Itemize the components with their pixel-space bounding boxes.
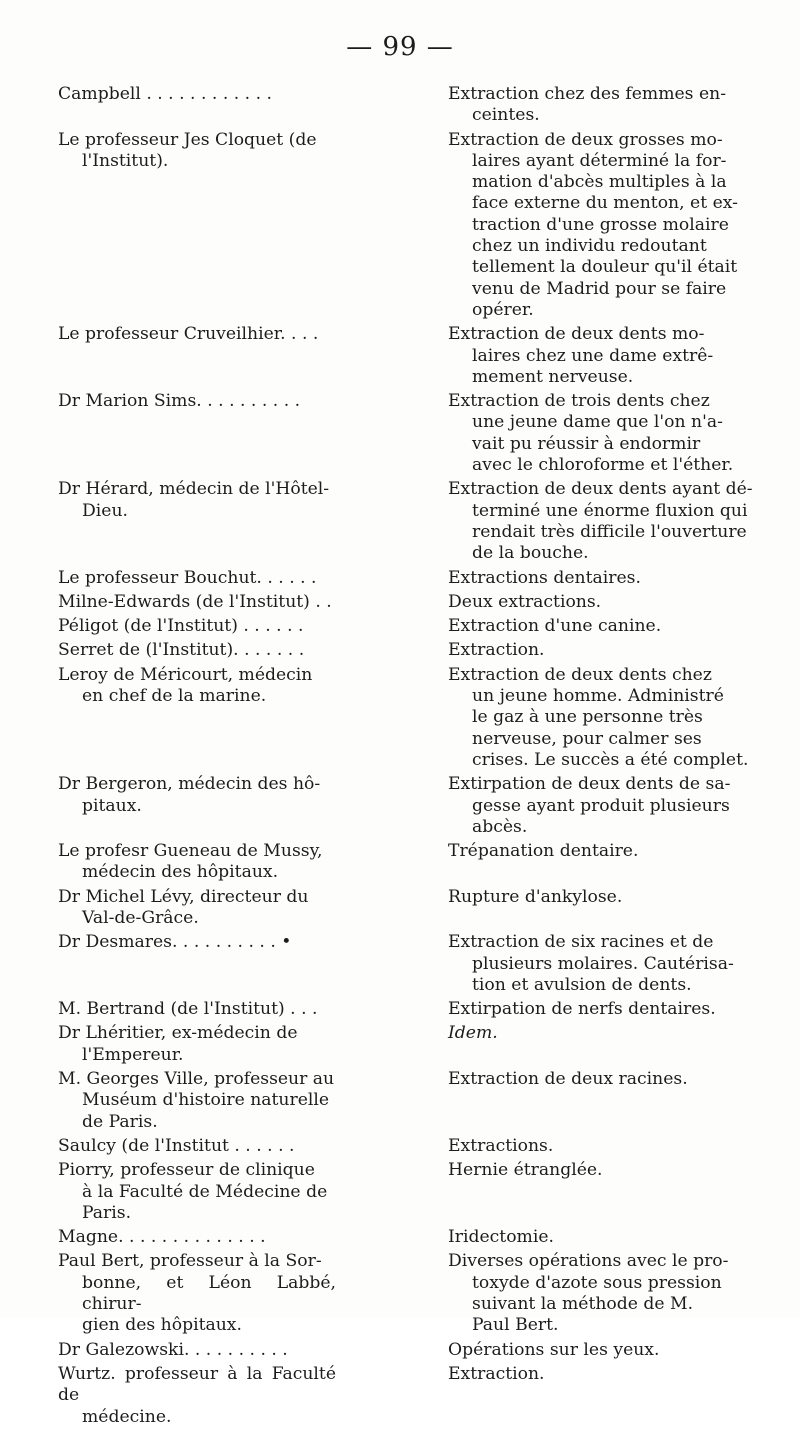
person-line: Dr Lhéritier, ex-médecin de [58, 1023, 298, 1044]
entry-person [58, 1136, 336, 1157]
description-line: Extraction de trois dents chez [448, 391, 710, 412]
entry-row [58, 1227, 758, 1248]
entry-description [448, 1227, 758, 1248]
entry-description [448, 1251, 758, 1336]
description-line: Extraction de deux grosses mo- [448, 129, 723, 150]
description-line: Iridectomie. [448, 1227, 554, 1248]
entry-person [58, 665, 336, 771]
description-line: vait pu réussir à endormir [472, 433, 701, 454]
person-line: Le profesr Gueneau de Mussy, [58, 841, 323, 862]
description-line: venu de Madrid pour se faire [472, 278, 727, 299]
entry-description [448, 1023, 758, 1066]
person-line: Val-de-Grâce. [82, 907, 199, 928]
description-line: laires ayant déterminé la for- [472, 150, 727, 171]
description-line: Extraction. [448, 1363, 545, 1384]
person-line: de Paris. [82, 1111, 158, 1132]
entry-row [58, 391, 758, 476]
description-line: face externe du menton, et ex- [472, 193, 738, 214]
description-line: suivant la méthode de M. [472, 1294, 694, 1315]
person-line: Wurtz. professeur à la Faculté de [58, 1363, 336, 1406]
person-line: pitaux. [82, 795, 142, 816]
description-line: rendait très difficile l'ouverture [472, 521, 747, 542]
description-line: terminé une énorme fluxion qui [472, 500, 748, 521]
description-line: mation d'abcès multiples à la [472, 172, 727, 193]
description-line: le gaz à une personne très [472, 707, 703, 728]
entry-description [448, 1136, 758, 1157]
entry-row [58, 1364, 758, 1428]
entry-row [58, 616, 758, 637]
person-line: Saulcy (de l'Institut . . . . . . [58, 1135, 295, 1156]
description-line: Extirpation de deux dents de sa- [448, 774, 731, 795]
entry-description [448, 640, 758, 661]
entry-person [58, 1364, 336, 1428]
description-line: Extraction de deux dents ayant dé- [448, 479, 753, 500]
entry-person [58, 1340, 336, 1361]
entry-row [58, 1136, 758, 1157]
entry-person [58, 84, 336, 127]
entry-description [448, 616, 758, 637]
entry-description [448, 999, 758, 1020]
entry-description [448, 1364, 758, 1428]
person-line: Piorry, professeur de clinique [58, 1160, 315, 1181]
description-line: une jeune dame que l'on n'a- [472, 412, 723, 433]
description-line: toxyde d'azote sous pression [472, 1272, 722, 1293]
entry-description [448, 568, 758, 589]
entry-person [58, 130, 336, 322]
person-line: Serret de (l'Institut). . . . . . . [58, 640, 305, 661]
description-line: Extraction chez des femmes en- [448, 84, 726, 104]
entry-description [448, 1069, 758, 1133]
person-line: à la Faculté de Médecine de [82, 1181, 328, 1202]
page-number: — 99 — [346, 32, 454, 62]
description-line: Rupture d'ankylose. [448, 886, 623, 907]
description-line: un jeune homme. Administré [472, 686, 724, 707]
entry-description [448, 592, 758, 613]
person-line: Dieu. [82, 500, 128, 521]
entry-description [448, 841, 758, 884]
person-line: Leroy de Méricourt, médecin [58, 664, 313, 685]
description-line: Extirpation de nerfs dentaires. [448, 999, 716, 1020]
person-line: Péligot (de l'Institut) . . . . . . [58, 616, 304, 637]
entry-person [58, 1227, 336, 1248]
description-line: avec le chloroforme et l'éther. [472, 455, 734, 476]
description-line: opérer. [472, 299, 534, 320]
entry-description [448, 774, 758, 838]
description-line: chez un individu redoutant [472, 236, 707, 257]
description-line: Deux extractions. [448, 591, 602, 612]
entry-description [448, 479, 758, 564]
entry-person [58, 999, 336, 1020]
entry-row [58, 84, 758, 127]
entry-row [58, 887, 758, 930]
person-line: médecine. [82, 1406, 172, 1427]
description-line: Extraction de deux racines. [448, 1069, 688, 1090]
description-line: crises. Le succès a été complet. [472, 749, 749, 770]
person-line: Magne. . . . . . . . . . . . . . [58, 1227, 266, 1248]
entry-person [58, 1251, 336, 1336]
person-line: gien des hôpitaux. [82, 1315, 242, 1336]
entry-person [58, 479, 336, 564]
person-line: bonne, et Léon Labbé, chirur- [82, 1272, 336, 1315]
person-line: médecin des hôpitaux. [82, 862, 279, 883]
entry-description [448, 391, 758, 476]
entry-person [58, 616, 336, 637]
description-line: Extraction de six racines et de [448, 932, 714, 953]
entry-person [58, 774, 336, 838]
entry-person [58, 1160, 336, 1224]
description-line: Opérations sur les yeux. [448, 1339, 660, 1360]
entry-row [58, 130, 758, 322]
entry-person [58, 887, 336, 930]
description-line: Extractions. [448, 1135, 554, 1156]
entry-row [58, 841, 758, 884]
entry-row [58, 568, 758, 589]
description-line: gesse ayant produit plusieurs [472, 795, 730, 816]
person-line: Paul Bert, professeur à la Sor- [58, 1251, 322, 1272]
description-line: Idem. [448, 1023, 498, 1044]
description-line: tellement la douleur qu'il était [472, 257, 738, 278]
description-line: nerveuse, pour calmer ses [472, 728, 702, 749]
person-line: Campbell . . . . . . . . . . . . [58, 84, 272, 104]
description-line: tion et avulsion de dents. [472, 974, 692, 995]
person-line: Dr Bergeron, médecin des hô- [58, 774, 321, 795]
entry-description [448, 130, 758, 322]
person-line: Dr Marion Sims. . . . . . . . . . [58, 391, 301, 412]
person-line: l'Institut). [82, 150, 169, 171]
person-line: M. Georges Ville, professeur au [58, 1069, 335, 1090]
person-line: Dr Hérard, médecin de l'Hôtel- [58, 479, 330, 500]
entry-description [448, 1160, 758, 1224]
description-line: de la bouche. [472, 543, 589, 564]
entries-list [58, 84, 758, 1431]
entry-row [58, 592, 758, 613]
entry-row [58, 1251, 758, 1336]
entry-description [448, 887, 758, 930]
entry-description [448, 932, 758, 996]
entry-person [58, 841, 336, 884]
person-line: l'Empereur. [82, 1044, 184, 1065]
entry-person [58, 592, 336, 613]
description-line: traction d'une grosse molaire [472, 214, 729, 235]
description-line: abcès. [472, 816, 528, 837]
entry-row [58, 1340, 758, 1361]
entry-row [58, 999, 758, 1020]
entry-row [58, 1069, 758, 1133]
person-line: Milne-Edwards (de l'Institut) . . [58, 591, 332, 612]
description-line: plusieurs molaires. Cautérisa- [472, 953, 734, 974]
description-line: Extractions dentaires. [448, 567, 641, 588]
entry-row [58, 932, 758, 996]
description-line: Extraction. [448, 640, 545, 661]
entry-description [448, 665, 758, 771]
entry-row [58, 774, 758, 838]
person-line: Dr Michel Lévy, directeur du [58, 886, 309, 907]
entry-person [58, 324, 336, 388]
person-line: Le professeur Cruveilhier. . . . [58, 324, 319, 345]
description-line: Trépanation dentaire. [448, 841, 639, 862]
entry-person [58, 1023, 336, 1066]
person-line: M. Bertrand (de l'Institut) . . . [58, 999, 318, 1020]
person-line: Dr Desmares. . . . . . . . . . • [58, 932, 292, 953]
person-line: en chef de la marine. [82, 686, 267, 707]
entry-row [58, 1023, 758, 1066]
entry-person [58, 1069, 336, 1133]
description-line: Extraction de deux dents mo- [448, 324, 705, 345]
entry-description [448, 84, 758, 127]
person-line: Le professeur Jes Cloquet (de [58, 129, 317, 150]
entry-row [58, 324, 758, 388]
entry-row [58, 1160, 758, 1224]
description-line: ceintes. [472, 105, 540, 126]
description-line: laires chez une dame extrê- [472, 345, 714, 366]
description-line: mement nerveuse. [472, 366, 634, 387]
description-line: Hernie étranglée. [448, 1160, 603, 1181]
person-line: Dr Galezowski. . . . . . . . . . [58, 1339, 288, 1360]
description-line: Paul Bert. [472, 1315, 559, 1336]
description-line: Diverses opérations avec le pro- [448, 1251, 729, 1272]
entry-row [58, 665, 758, 771]
person-line: Le professeur Bouchut. . . . . . [58, 567, 317, 588]
entry-row [58, 640, 758, 661]
person-line: Muséum d'histoire naturelle [82, 1090, 330, 1111]
person-line: Paris. [82, 1202, 132, 1223]
entry-row [58, 479, 758, 564]
entry-description [448, 324, 758, 388]
description-line: Extraction de deux dents chez [448, 664, 712, 685]
entry-person [58, 391, 336, 476]
description-line: Extraction d'une canine. [448, 616, 662, 637]
entry-person [58, 932, 336, 996]
entry-person [58, 640, 336, 661]
entry-description [448, 1340, 758, 1361]
entry-person [58, 568, 336, 589]
